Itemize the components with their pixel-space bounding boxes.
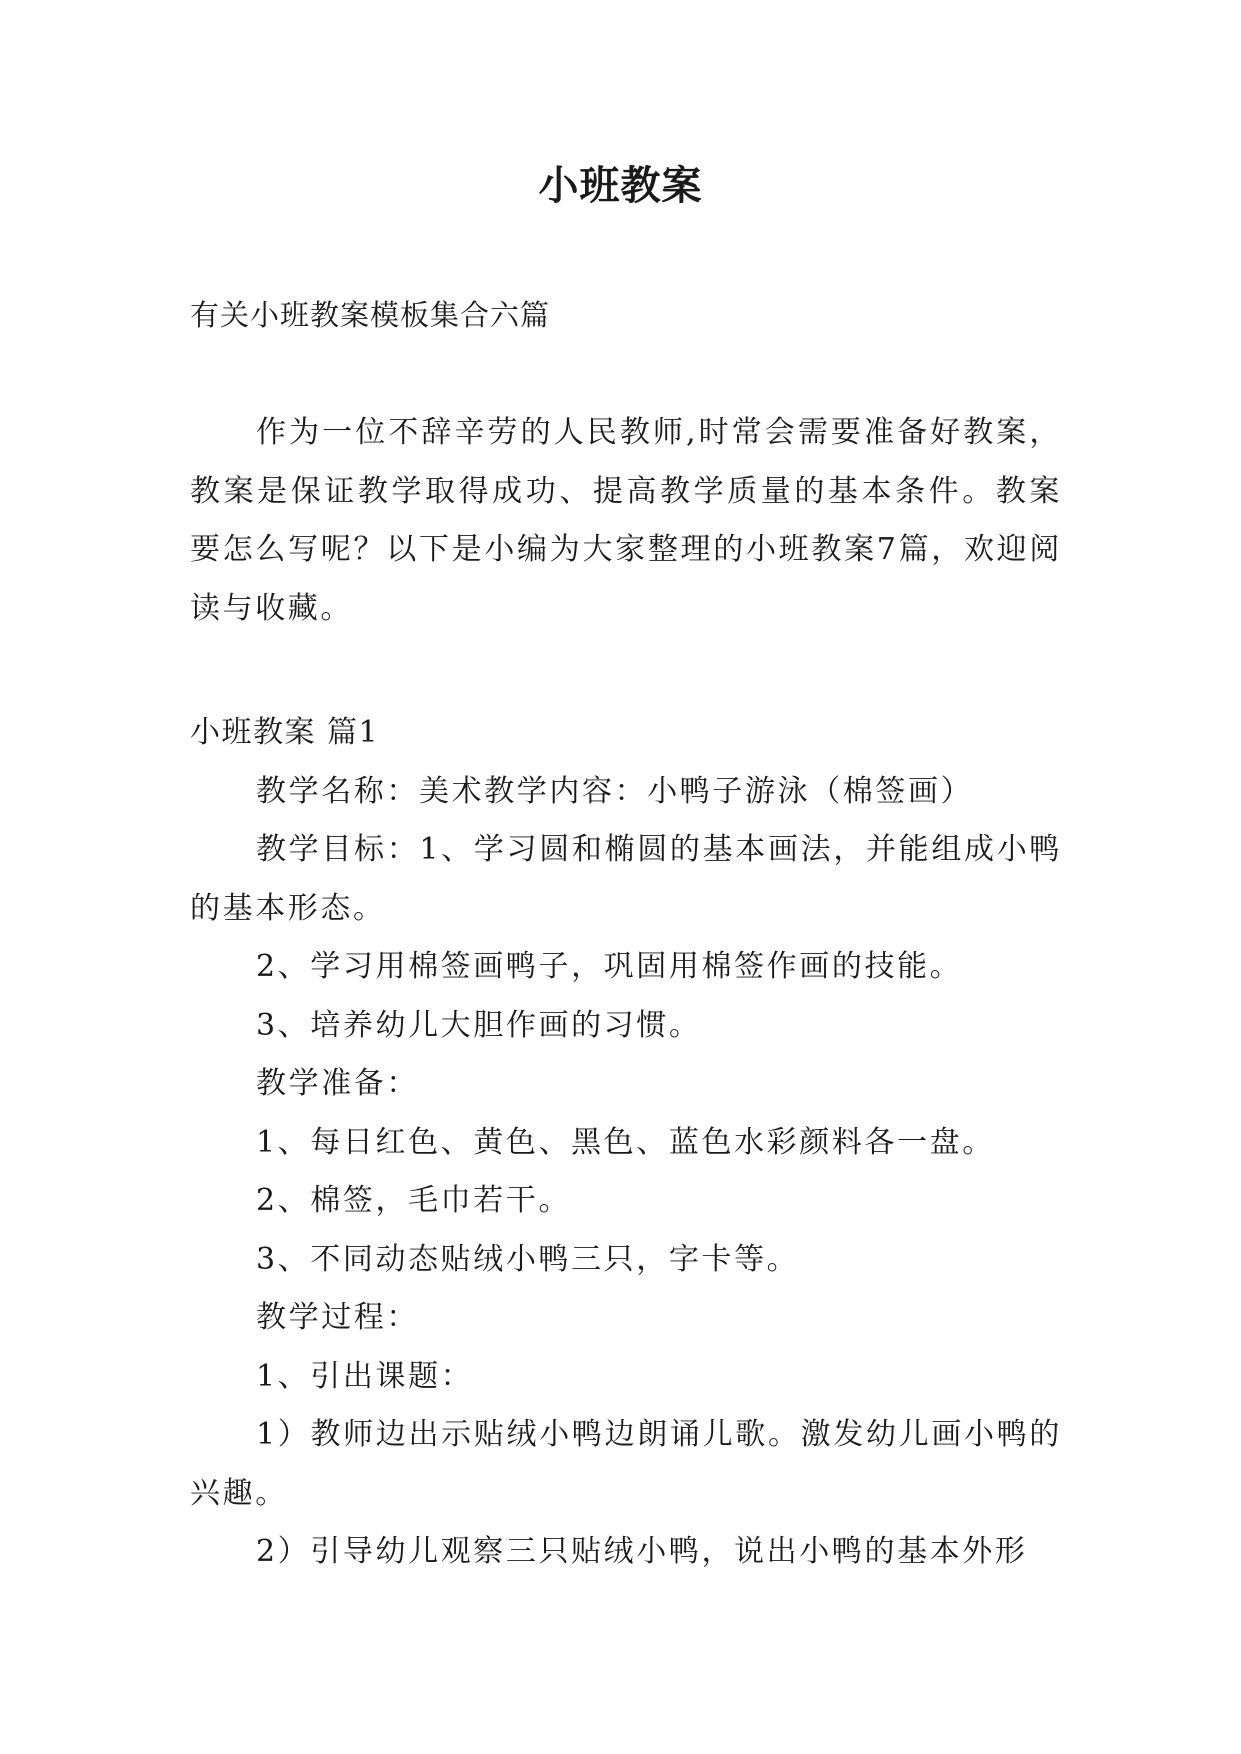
paragraph: 1）教师边出示贴绒小鸭边朗诵儿歌。激发幼儿画小鸭的兴趣。	[190, 1417, 1062, 1511]
paragraph: 教学过程：	[256, 1300, 419, 1335]
intro-paragraph: 作为一位不辞辛劳的人民教师,时常会需要准备好教案，教案是保证教学取得成功、提高教学质量的基本条件。教案要怎么写呢？以下是小编为大家整理的小班教案7篇，欢迎阅读与收藏。	[190, 415, 1062, 626]
paragraph: 3、不同动态贴绒小鸭三只，字卡等。	[256, 1241, 800, 1277]
paragraph: 教学准备：	[256, 1066, 419, 1101]
paragraph: 教学目标：1、学习圆和椭圆的基本画法，并能组成小鸭的基本形态。	[190, 832, 1062, 926]
paragraph: 3、培养幼儿大胆作画的习惯。	[256, 1007, 702, 1043]
section-heading: 小班教案 篇1	[190, 715, 380, 750]
document-title: 小班教案	[538, 162, 703, 209]
paragraph: 2）引导幼儿观察三只贴绒小鸭，说出小鸭的基本外形	[256, 1534, 1028, 1569]
paragraph: 教学名称：美术教学内容：小鸭子游泳（棉签画）	[256, 773, 974, 809]
paragraph: 2、棉签，毛巾若干。	[256, 1183, 572, 1218]
paragraph: 1、引出课题：	[256, 1358, 474, 1394]
document-subtitle: 有关小班教案模板集合六篇	[190, 298, 551, 332]
paragraph: 2、学习用棉签画鸭子，巩固用棉签作画的技能。	[256, 949, 963, 984]
section-body	[190, 704, 1062, 1582]
paragraph: 1、每日红色、黄色、黑色、蓝色水彩颜料各一盘。	[256, 1124, 995, 1160]
